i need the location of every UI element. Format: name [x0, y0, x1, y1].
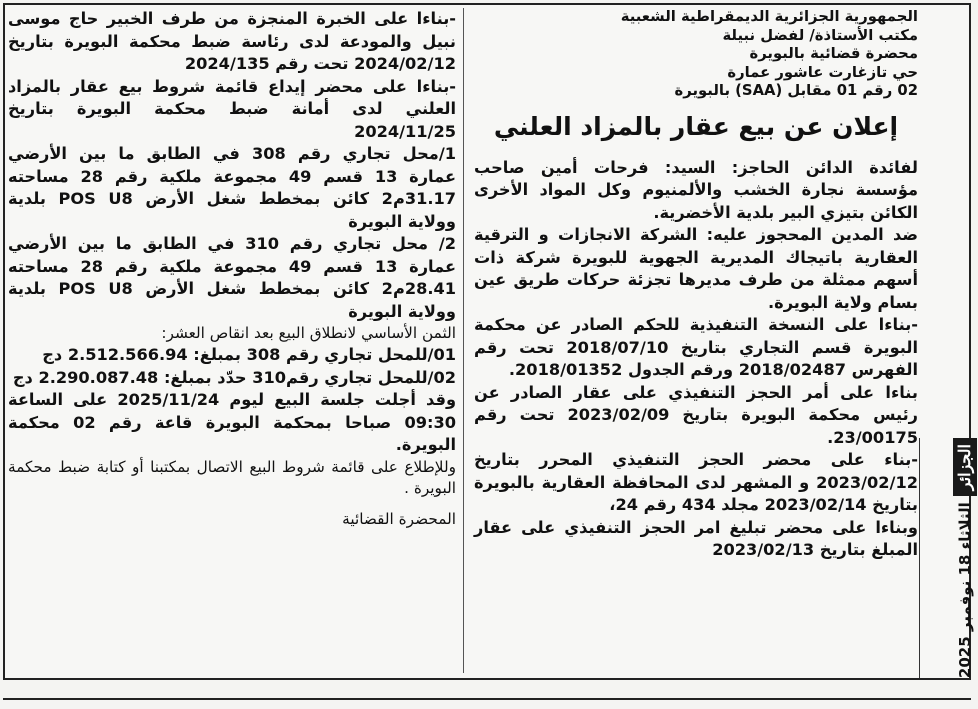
conditions-paragraph: -بناءا على محضر إيداع قائمة شروط بيع عقار بالمزاد العلني لدى أمانة ضبط محكمة البويرة بتاريخ 2024/11/25	[8, 76, 456, 141]
creditor-paragraph: لفائدة الدائن الحاجز: السيد: فرحات أمين صاحب مؤسسة نجارة الخشب والألمنيوم وكل المواد الأخرى الكائن بتيزي البير بلدية الأخضرية.	[474, 157, 918, 222]
seizure-report-paragraph: -بناء على محضر الحجز التنفيذي المحرر بتاريخ 2023/02/12 و المشهر لدى المحافظة العقارية بالبويرة بتاريخ 2023/02/14 مجلد 434 رقم 24،	[474, 450, 918, 514]
header-line-1: الجمهورية الجزائرية الديمقراطية الشعبية	[620, 8, 918, 25]
side-strip	[919, 438, 974, 679]
header-line-4: حي تازغارت عاشور عمارة	[727, 63, 918, 81]
price-310-paragraph: 02/للمحل تجاري رقم310 حدّد بمبلغ: 2.290.087.48 دج	[12, 367, 456, 387]
debtor-paragraph: ضد المدين المحجوز عليه: الشركة الانجازات و الترقية العقارية باتيجاك المديرية الجهوية للبويرة شركة ذات أسهم ممثلة من طرف مديرها تجزئة حركات طريق عين بسام ولاية البويرة.	[474, 225, 918, 312]
property-2-paragraph: 2/ محل تجاري رقم 310 في الطابق ما بين الأرضي عمارة 13 قسم 49 مجموعة ملكية رقم 28 مساحته 28.41م2 كائن بمخطط شغل الأرض POS U8 بلدية وولاية البويرة	[8, 234, 457, 321]
expertise-paragraph: -بناءا على الخبرة المنجزة من طرف الخبير حاج موسى نبيل والمودعة لدى رئاسة ضبط محكمة البويرة بتاريخ 2024/02/12 تحت رقم 2024/135	[8, 9, 456, 73]
right-column	[474, 8, 918, 562]
header-line-5: 02 رقم 01 مقابل (SAA) بالبويرة	[674, 82, 918, 99]
newspaper-logo: الجزائر	[953, 438, 977, 496]
issue-date: الثلاثاء 18 نوفمبر 2025	[956, 502, 974, 679]
price-308-paragraph: 01/للمحل تجاري رقم 308 بمبلغ: 2.512.566.94 دج	[42, 345, 456, 364]
notification-paragraph: وبناءا على محضر تبليغ امر الحجز التنفيذي على عقار المبلغ بتاريخ 2023/02/13	[474, 517, 918, 559]
base-price-heading: الثمن الأساسي لانطلاق البيع بعد انقاص العشر:	[161, 324, 456, 342]
header-line-2: مكتب الأستاذة/ لفضل نبيلة	[722, 26, 918, 44]
judgment-paragraph: -بناءا على النسخة التنفيذية للحكم الصادر عن محكمة البويرة قسم التجاري بتاريخ 2018/07/10 تحت رقم الفهرس 2018/02487 ورقم الجدول 2018/01352.	[474, 315, 919, 379]
auction-session-paragraph: وقد أجلت جلسة البيع ليوم 2025/11/24 على الساعة 09:30 صباحا بمحكمة البويرة قاعة رقم 02 محكمة البويرة.	[8, 390, 457, 454]
column-divider	[463, 8, 464, 673]
bottom-rule	[3, 698, 971, 700]
signature: المحضرة القضائية	[342, 509, 456, 528]
property-1-paragraph: 1/محل تجاري رقم 308 في الطابق ما بين الأرضي عمارة 13 قسم 49 مجموعة ملكية رقم 28 مساحته 31.17م2 كائن بمخطط شغل الأرض POS U8 بلدية وولاية البويرة	[8, 144, 457, 231]
seizure-order-paragraph: بناءا على أمر الحجز التنفيذي على عقار الصادر عن رئيس محكمة البويرة بتاريخ 2023/02/09 تحت رقم 23/00175.	[474, 382, 919, 447]
notice-title: إعلان عن بيع عقار بالمزاد العلني	[493, 111, 899, 141]
header-line-3: محضرة قضائية بالبويرة	[749, 45, 918, 62]
contact-paragraph: وللإطلاع على قائمة شروط البيع الاتصال بمكتبنا أو كتابة ضبط محكمة البويرة .	[8, 457, 456, 497]
left-column	[8, 8, 456, 530]
